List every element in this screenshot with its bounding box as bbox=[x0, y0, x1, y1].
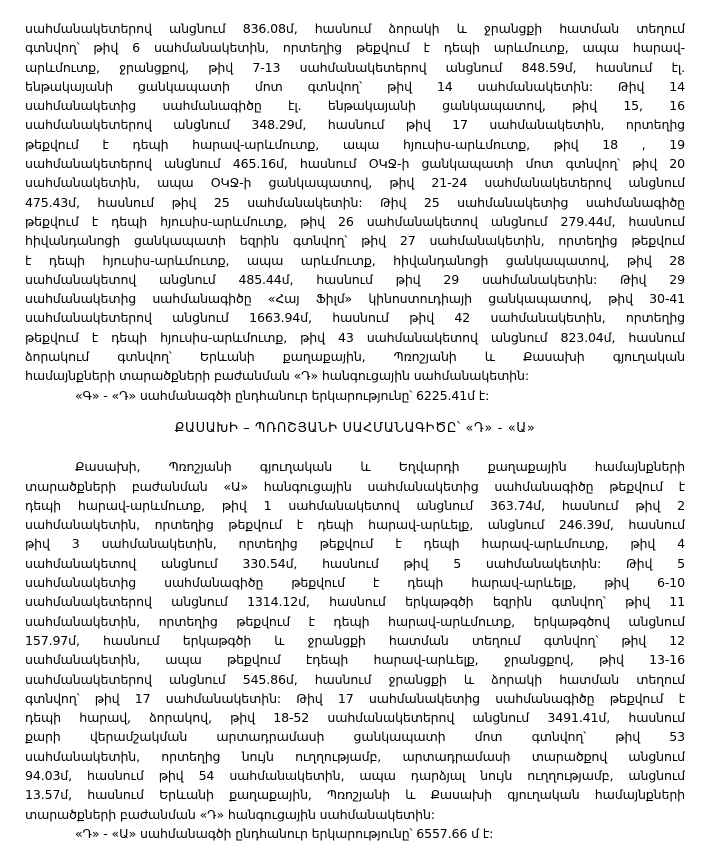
text-line: 157.97մ, հասնում երկաթգծի և ջրանցքի հատման տեղում գտնվող՝ թիվ 12 bbox=[25, 632, 685, 648]
text-line: սահմանակետից սահմանագիծը թեքվում է դեպի հարավ-արևելք, թիվ 6-10 bbox=[25, 575, 685, 591]
section-heading: ՔԱՍԱԽԻ – ՊՌՈՇՅԱՆԻ ՍԱՀՄԱՆԱԳԻԾԸ՝ «Դ» - «Ա» bbox=[174, 420, 536, 436]
text-line: 13.57մ, հասնում Երևանի քաղաքային, Պռոշյանի և Քասախի գյուղական համայնքների bbox=[25, 787, 685, 803]
text-line: արևմուտք, ջրանցքով, թիվ 7-13 սահմանակետերով անցնում 848.59մ, հասնում էլ. bbox=[25, 59, 685, 75]
text-line: 475.43մ, հասնում թիվ 25 սահմանակետին: Թիվ 25 սահմանակետից սահմանագիծը bbox=[25, 194, 685, 210]
text-line: սահմանակետերով անցնում 348.29մ, հասնում թիվ 17 սահմանակետին, որտեղից bbox=[25, 117, 685, 133]
text-line: ենթակայանի ցանկապատի մոտ գտնվող՝ թիվ 14 սահմանակետին: Թիվ 14 bbox=[25, 78, 685, 94]
section-2-total-length: «Դ» - «Ա» սահմանագծի ընդհանուր երկարությունը՝ 6557.66 մ է: bbox=[75, 825, 494, 841]
text-line: սահմանակետին, որտեղից նույն ուղղությամբ, արտադրամասի տարածքով անցնում bbox=[25, 748, 685, 764]
text-line: թեքվում է դեպի հյուսիս-արևմուտք, թիվ 43 սահմանակետով անցնում 823.04մ, հասնում bbox=[25, 329, 685, 345]
text-line: թեքվում է դեպի հարավ-արևմուտք, ապա հյուսիս-արևմուտք, թիվ 18 , 19 bbox=[25, 136, 685, 152]
text-line: սահմանակետերով անցնում 1663.94մ, հասնում թիվ 42 սահմանակետին, որտեղից bbox=[25, 310, 685, 326]
text-line: դեպի հարավ-արևմուտք, թիվ 1 սահմանակետով անցնում 363.74մ, հասնում թիվ 2 bbox=[25, 497, 685, 513]
section-1-total-length: «Գ» - «Դ» սահմանագծի ընդհանուր երկարությունը՝ 6225.41մ է: bbox=[75, 387, 490, 403]
document-page bbox=[25, 19, 685, 843]
text-line: սահմանակետին, ապա թեքվում էդեպի հարավ-արևելք, ջրանցքով, թիվ 13-16 bbox=[25, 652, 685, 668]
text-line: դեպի հարավ, ձորակով, թիվ 18-52 սահմանակետերով անցնում 3491.41մ, հասնում bbox=[25, 710, 685, 726]
section-2-paragraph bbox=[25, 457, 685, 824]
section-1-paragraph bbox=[25, 19, 685, 386]
text-line: 94.03մ, հասնում թիվ 54 սահմանակետին, ապա դարձյալ նույն ուղղությամբ, անցնում bbox=[25, 767, 685, 783]
text-line: սահմանակետին, որտեղից թեքվում է դեպի հարավ-արևմուտք, երկաթգծով անցնում bbox=[25, 613, 685, 629]
text-line: քարի վերամշակման արտադրամասի ցանկապատի մոտ գտնվող՝ թիվ 53 bbox=[25, 729, 685, 745]
text-line: է դեպի հյուսիս-արևմուտք, ապա արևմուտք, հիվանդանոցի ցանկապատով, թիվ 28 bbox=[25, 252, 685, 268]
text-line: սահմանակետով անցնում 485.44մ, հասնում թիվ 29 սահմանակետին: Թիվ 29 bbox=[25, 271, 685, 287]
text-line: թիվ 3 սահմանակետին, որտեղից թեքվում է դեպի հարավ-արևմուտք, թիվ 4 bbox=[25, 536, 685, 552]
text-line: սահմանակետերով անցնում 836.08մ, հասնում ձորակի և ջրանցքի հատման տեղում bbox=[25, 21, 685, 36]
text-line: սահմանակետին, ապա ՕԿՋ-ի ցանկապատով, թիվ 21-24 սահմանակետերով անցնում bbox=[25, 175, 685, 191]
text-line: սահմանակետով անցնում 330.54մ, հասնում թիվ 5 սահմանակետին: Թիվ 5 bbox=[25, 555, 685, 571]
text-line: սահմանակետից սահմանագիծը էլ. ենթակայանի ցանկապատով, թիվ 15, 16 bbox=[25, 98, 685, 114]
text-line: սահմանակետերով անցնում 545.86մ, հասնում ջրանցքի և ձորակի հատման տեղում bbox=[25, 671, 685, 687]
text-line: համայնքների տարածքների բաժանման «Դ» հանգուցային սահմանակետին: bbox=[25, 368, 529, 384]
text-line: գտնվող՝ թիվ 6 սահմանակետին, որտեղից թեքվում է դեպի արևմուտք, ապա հարավ- bbox=[25, 40, 685, 56]
text-line: սահմանակետից սահմանագիծը «Հայ Ֆիլմ» կինոստուդիայի ցանկապատով, թիվ 30-41 bbox=[25, 291, 685, 307]
text-line: սահմանակետին, որտեղից թեքվում է դեպի հարավ-արևելք, անցնում 246.39մ, հասնում bbox=[25, 517, 685, 533]
text-line: սահմանակետերով անցնում 1314.12մ, հասնում երկաթգծի եզրին գտնվող՝ թիվ 11 bbox=[25, 594, 685, 610]
text-line: Քասախի, Պռոշյանի գյուղական և Եղվարդի քաղաքային համայնքների bbox=[75, 459, 685, 475]
text-line: հիվանդանոցի ցանկապատի եզրին գտնվող՝ թիվ 27 սահմանակետին, որտեղից թեքվում bbox=[25, 233, 685, 249]
text-line: ձորակում գտնվող՝ Երևանի քաղաքային, Պռոշյանի և Քասախի գյուղական bbox=[25, 349, 685, 365]
text-line: տարածքների բաժանման «Ա» հանգուցային սահմանակետից սահմանագիծը թեքվում է bbox=[25, 478, 685, 494]
text-line: թեքվում է դեպի հյուսիս-արևմուտք, թիվ 26 սահմանակետով անցնում 279.44մ, հասնում bbox=[25, 213, 685, 229]
text-line: տարածքների բաժանման «Դ» հանգուցային սահմանակետին: bbox=[25, 806, 435, 822]
text-line: գտնվող՝ թիվ 17 սահմանակետին: Թիվ 17 սահմանակետից սահմանագիծը թեքվում է bbox=[25, 690, 685, 706]
text-line: սահմանակետերով անցնում 465.16մ, հասնում ՕԿՋ-ի ցանկապատի մոտ գտնվող՝ թիվ 20 bbox=[25, 156, 685, 172]
